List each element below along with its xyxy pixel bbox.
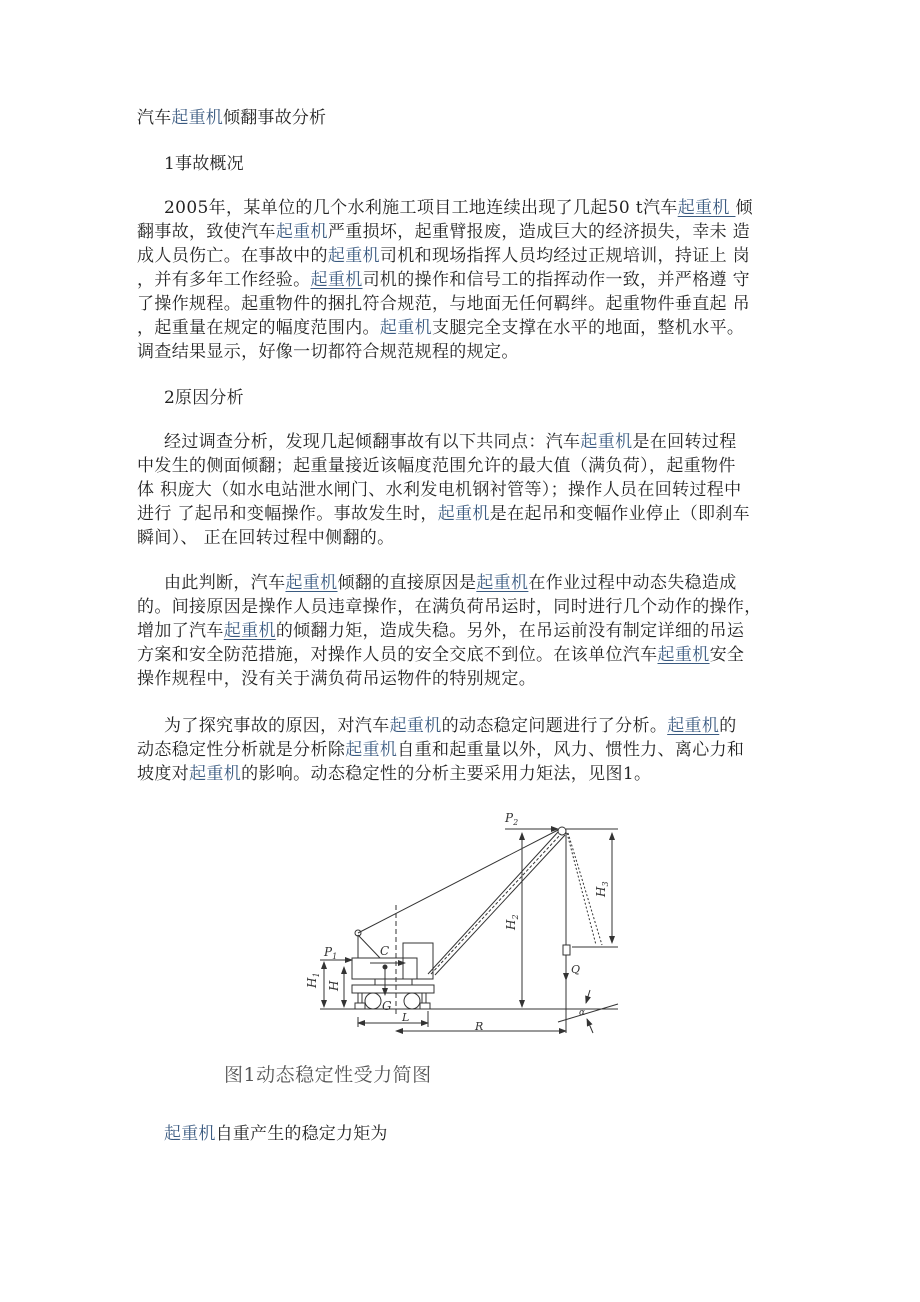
paragraph-line: 增加了汽车起重机的倾翻力矩，造成失稳。另外，在吊运前没有制定详细的吊运 [137, 621, 745, 641]
label-l: L [402, 1011, 410, 1024]
crane-link[interactable]: 起重机 [189, 764, 242, 784]
paragraph-line: 为了探究事故的原因，对汽车起重机的动态稳定问题进行了分析。起重机的 [164, 716, 737, 736]
label-h2: $H_2$ [504, 914, 520, 930]
label-g: G [382, 999, 392, 1013]
paragraph-line: 坡度对起重机的影响。动态稳定性的分析主要采用力矩法，见图1。 [137, 764, 652, 784]
crane-link[interactable]: 起重机 [171, 108, 224, 128]
paragraph-line: 中发生的侧面倾翻；起重量接近该幅度范围允许的最大值（满负荷），起重物件 [137, 456, 736, 476]
label-h1: $H_1$ [305, 972, 321, 988]
paragraph-line: 由此判断，汽车起重机倾翻的直接原因是起重机在作业过程中动态失稳造成 [164, 573, 737, 593]
label-h3: $H_3$ [594, 881, 610, 897]
document-title: 汽车起重机倾翻事故分析 [137, 108, 327, 128]
crane-link[interactable]: 起重机 [275, 222, 328, 242]
crane-link[interactable]: 起重机 [379, 318, 432, 338]
crane-link[interactable]: 起重机 [345, 740, 398, 760]
paragraph-line: 的。间接原因是操作人员违章操作，在满负荷吊运时，同时进行几个动作的操作， [137, 597, 762, 617]
paragraph-line: 体 积庞大（如水电站泄水闸门、水利发电机钢衬管等）；操作人员在回转过程中 [137, 480, 742, 500]
paragraph-line: 操作规程中，没有关于满负荷吊运物件的特别规定。 [137, 669, 537, 689]
crane-link[interactable]: 起重机 [223, 621, 276, 641]
crane-link[interactable]: 起重机 [389, 716, 442, 736]
crane-link[interactable]: 起重机 [327, 246, 380, 266]
crane-diagram-icon [300, 805, 630, 1035]
label-alpha: α [579, 1008, 586, 1018]
crane-link[interactable]: 起重机 [437, 504, 490, 524]
crane-link[interactable]: 起重机 [667, 716, 720, 736]
label-r: R [475, 1020, 484, 1033]
paragraph-line: ，起重量在规定的幅度范围内。起重机支腿完全支撑在水平的地面，整机水平。 [137, 318, 745, 338]
crane-link[interactable]: 起重机 [580, 432, 633, 452]
paragraph-line: 2005年，某单位的几个水利施工项目工地连续出现了几起50 t汽车起重机 倾 [164, 198, 753, 218]
paragraph-line: 成人员伤亡。在事故中的起重机司机和现场指挥人员均经过正规培训，持证上 岗 [137, 246, 751, 266]
paragraph-line: 经过调查分析，发现几起倾翻事故有以下共同点：汽车起重机是在回转过程 [164, 432, 737, 452]
paragraph-line: 瞬间）、 正在回转过程中侧翻的。 [137, 528, 395, 548]
label-p1: $P_1$ [324, 945, 338, 961]
crane-link[interactable]: 起重机 [476, 573, 529, 593]
paragraph-line: 方案和安全防范措施，对操作人员的安全交底不到位。在该单位汽车起重机安全 [137, 645, 745, 665]
crane-link[interactable]: 起重机 [164, 1124, 216, 1144]
crane-link[interactable]: 起重机 [310, 270, 363, 290]
paragraph-line: 动态稳定性分析就是分析除起重机自重和起重量以外，风力、惯性力、离心力和 [137, 740, 745, 760]
label-h: H [327, 980, 341, 991]
crane-link[interactable]: 起重机 [657, 645, 710, 665]
crane-force-diagram [300, 805, 630, 1035]
section-heading-2: 2原因分析 [164, 388, 244, 408]
paragraph-line: 调查结果显示，好像一切都符合规范规程的规定。 [137, 342, 519, 362]
paragraph-line: 进行 了起吊和变幅操作。事故发生时，起重机是在起吊和变幅作业停止（即刹车 [137, 504, 751, 524]
paragraph-line: 了操作规程。起重物件的捆扎符合规范，与地面无任何羁绊。起重物件垂直起 吊 [137, 294, 751, 314]
label-p2: $P_2$ [505, 811, 519, 827]
section-heading-1: 1事故概况 [164, 154, 244, 174]
paragraph-line: ，并有多年工作经验。起重机司机的操作和信号工的指挥动作一致，并严格遵 守 [137, 270, 751, 290]
crane-link[interactable]: 起重机 [677, 198, 736, 218]
label-q: Q [571, 963, 581, 976]
figure-caption: 图1动态稳定性受力简图 [224, 1064, 432, 1086]
paragraph-line: 翻事故，致使汽车起重机严重损坏，起重臂报废，造成巨大的经济损失，幸未 造 [137, 222, 751, 242]
label-c: C [380, 944, 390, 958]
paragraph-line: 起重机自重产生的稳定力矩为 [164, 1124, 388, 1144]
crane-link[interactable]: 起重机 [285, 573, 338, 593]
